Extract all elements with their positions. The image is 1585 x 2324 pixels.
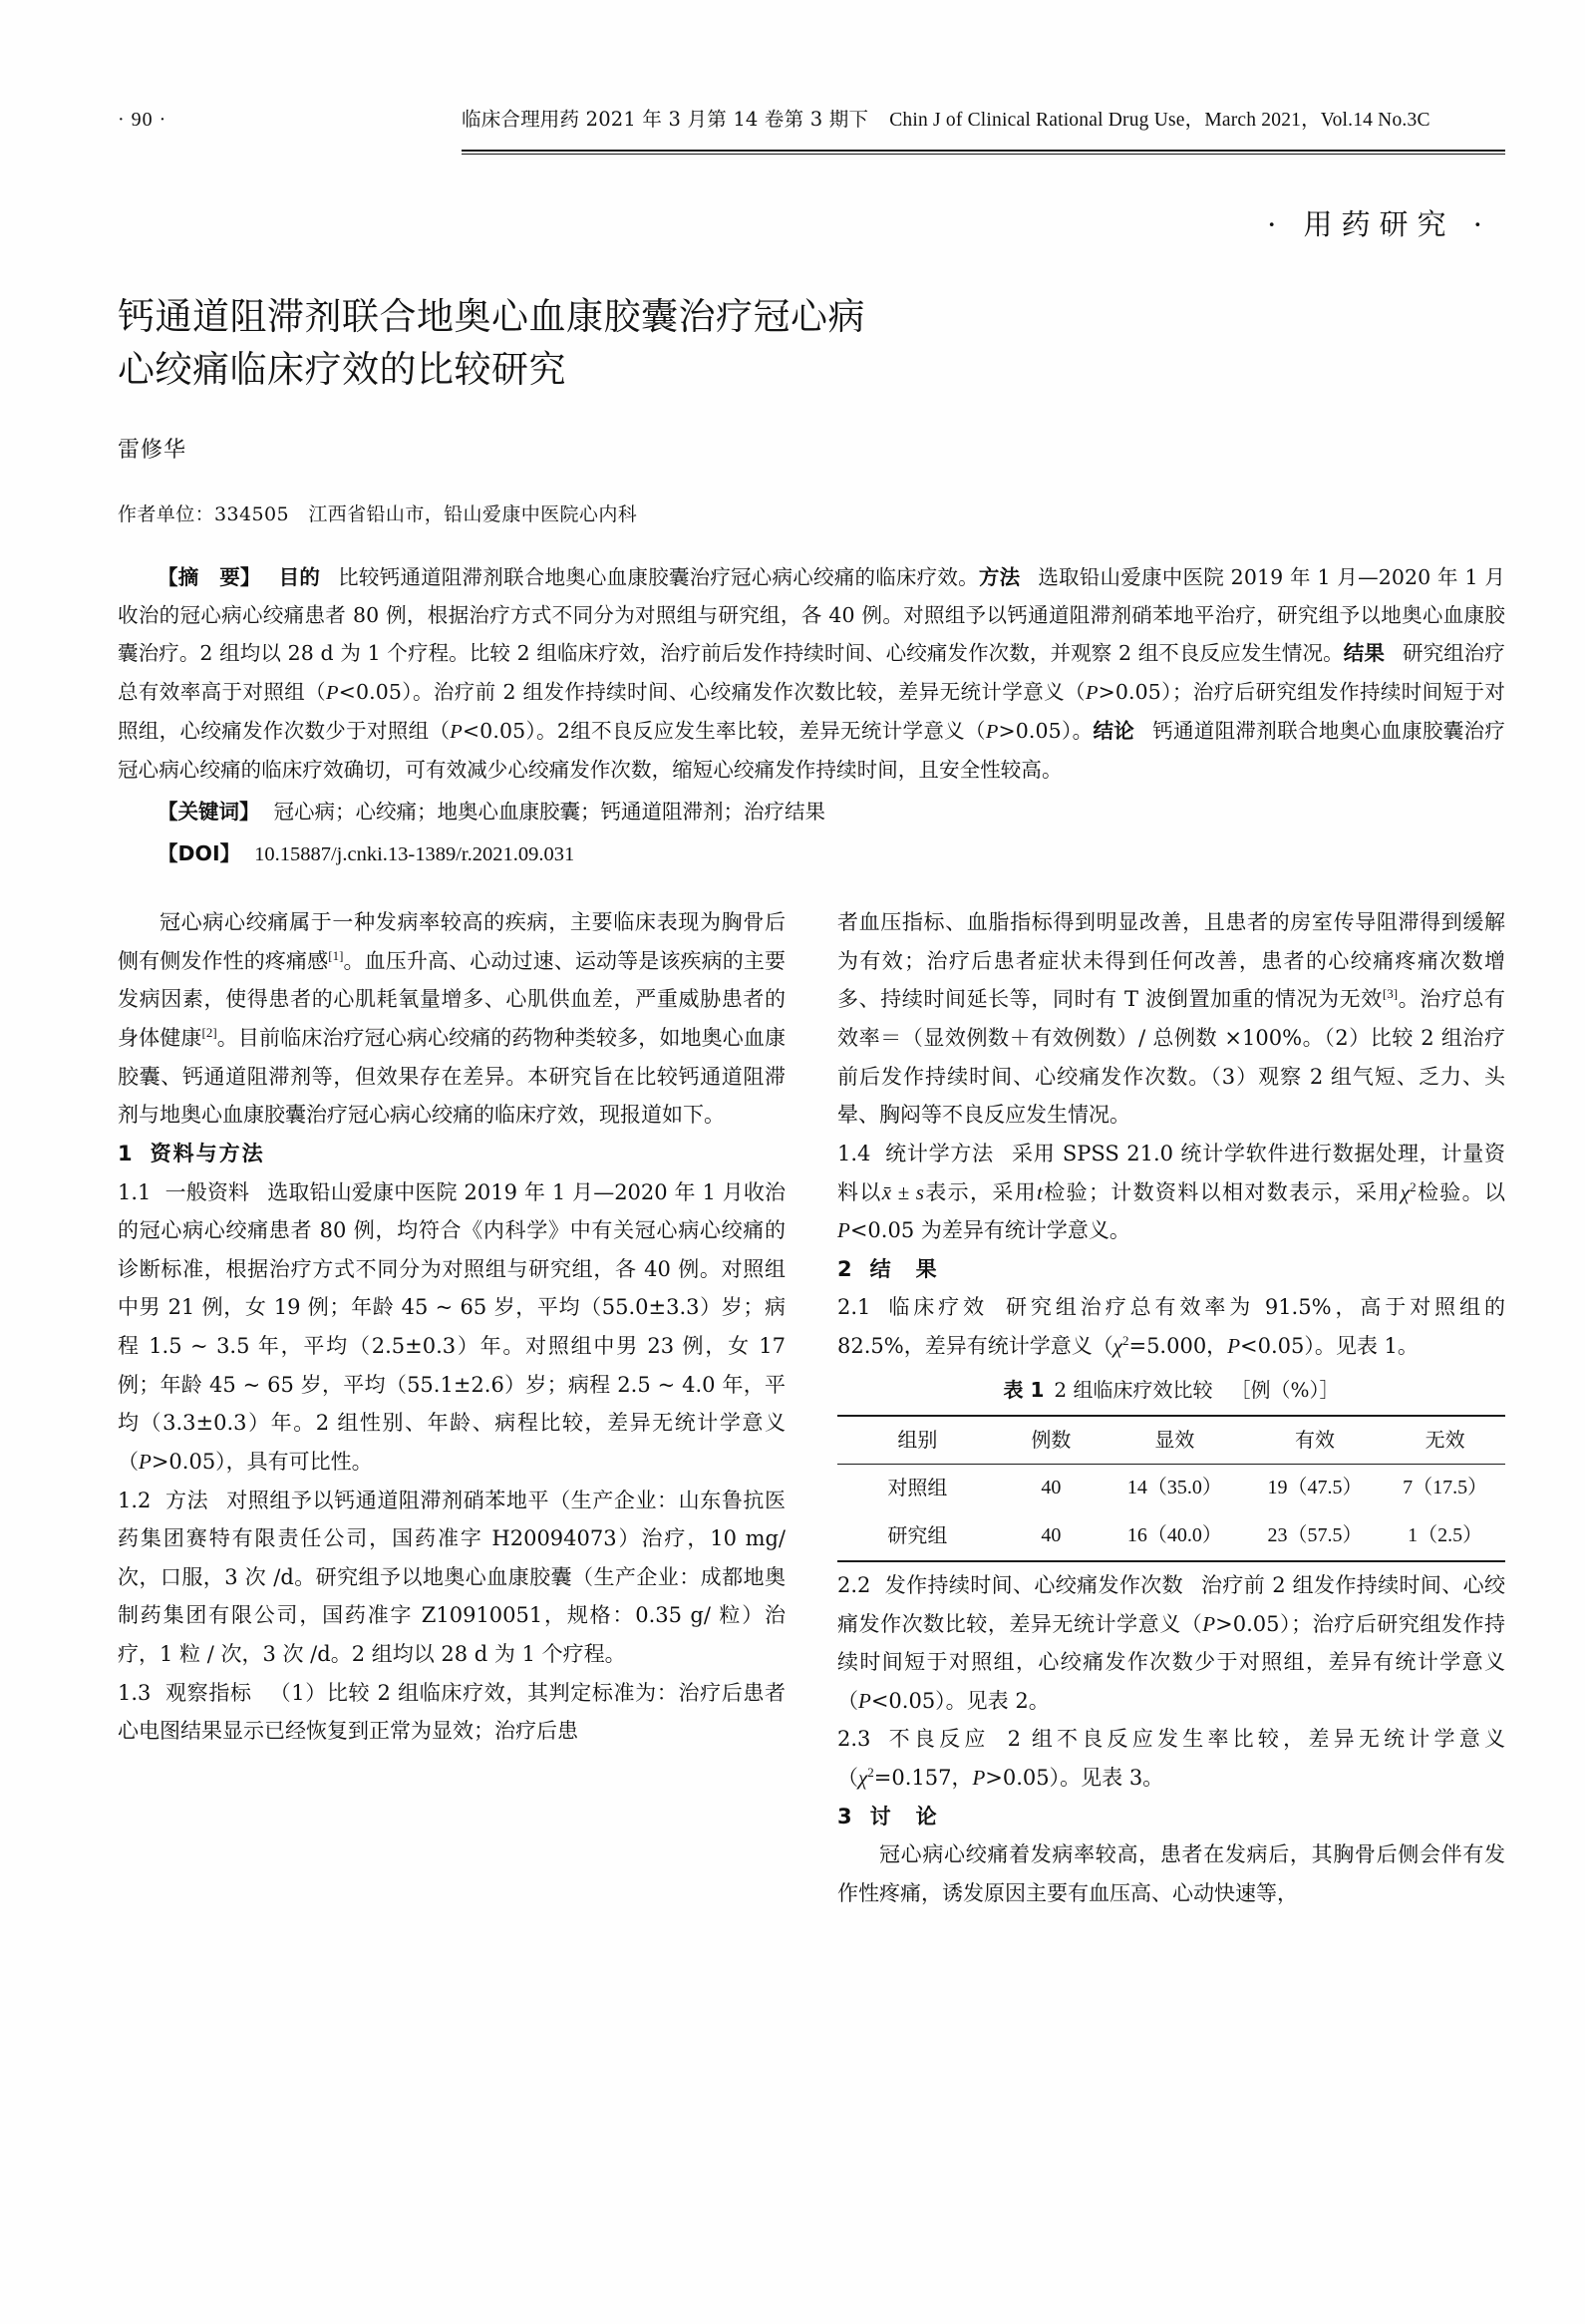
page-folio: · 90 · [118, 109, 167, 131]
subsection-number: 1.4 [837, 1141, 871, 1165]
journal-title-en: Chin J of Clinical Rational Drug Use，March 2021，Vol.14 No.3C [889, 110, 1430, 131]
subsection-text-b: >0.05），具有可比性。 [151, 1449, 373, 1474]
observation-continued [837, 903, 1505, 1135]
statistics-text-c: 检验；计数资料以相对数表示，采用 [1042, 1179, 1401, 1204]
abstract-results-text-d: <0.05）。2组不良反应发生率比较，差异无统计学意义（ [462, 718, 986, 743]
table-unit: ［例（%）］ [1230, 1377, 1340, 1402]
subsection-title: 观察指标 [164, 1680, 252, 1705]
efficacy-text-a: 研究组治疗总有效率为 91.5%，高于对照组的 82.5%，差异有统计学意义（ [837, 1295, 1505, 1359]
subsection-title: 一般资料 [164, 1179, 250, 1204]
abstract-results-text-c: >0.05）；治疗后研究组发作持续时间短于对照组，心绞痛发作次数少于对照组（ [118, 679, 1505, 743]
running-head [118, 104, 1505, 150]
cell-group: 研究组 [887, 1523, 948, 1548]
adverse-text-a: 2 组不良反应发生率比较，差异无统计学意义（ [837, 1727, 1505, 1791]
subsection-number: 2.1 [837, 1295, 871, 1320]
abstract-methods-text: 选取铅山爱康中医院 2019 年 1 月—2020 年 1 月收治的冠心病心绞痛患者 80 例，根据治疗方式不同分为对照组与研究组，各 40 例。对照组予以钙通道阻滞剂硝苯地平治疗，研究组予以地奥心血康胶囊治疗。2 组均以 28 d 为 1 个疗程。比较 2 组临床疗效，治疗前后发作持续时间、心绞痛发作次数，并观察 2 组不良反应发生情况。 [118, 565, 1505, 666]
keywords-label: 【关键词】 [158, 799, 260, 824]
subsection-2-3 [837, 1720, 1505, 1797]
p-value-symbol: P [326, 681, 339, 704]
p-value-symbol: P [450, 720, 463, 743]
p-value-symbol: P [1227, 1334, 1241, 1359]
statistics-text-d: 检验。以 [1416, 1179, 1506, 1204]
abstract-results-text-b: <0.05）。治疗前 2 组发作持续时间、心绞痛发作次数比较，差异无统计学意义（ [338, 679, 1086, 704]
p-value-symbol: P [1085, 681, 1099, 704]
body-columns [118, 903, 1505, 1912]
subsection-2-1 [837, 1288, 1505, 1365]
discussion-paragraph: 冠心病心绞痛着发病率较高，患者在发病后，其胸骨后侧会伴有发作性疼痛，诱发原因主要有血压高、心动快速等， [837, 1842, 1505, 1905]
section-title: 结 果 [869, 1256, 939, 1281]
chi-square-exponent: 2 [867, 1765, 874, 1781]
subsection-1-2 [118, 1482, 786, 1674]
abstract-paragraph [118, 558, 1505, 789]
statistics-text-e: <0.05 为差异有统计学意义。 [849, 1218, 1130, 1243]
reference-marker: [2] [201, 1025, 217, 1041]
article-title-line2: 心绞痛临床疗效的比较研究 [118, 348, 566, 392]
table-header-row [837, 1416, 1505, 1465]
cell-marked: 14（35.0） [1126, 1477, 1222, 1499]
journal-title-cn: 临床合理用药 2021 年 3 月第 14 卷第 3 期下 [462, 108, 869, 131]
cell-effective: 23（57.5） [1267, 1524, 1363, 1547]
article-title-line1: 钙通道阻滞剂联合地奥心血康胶囊治疗冠心病 [118, 295, 865, 339]
subsection-title: 不良反应 [884, 1727, 990, 1752]
p-value-symbol: P [972, 1766, 986, 1791]
abstract-methods-label: 方法 [978, 565, 1021, 590]
section-number: 2 [837, 1256, 854, 1281]
author-name: 雷修华 [118, 438, 187, 464]
abstract-objective-label: 目的 [278, 565, 321, 590]
intro-text-b: 。血压升高、心动过速、运动等是该疾病的主要发病因素，使得患者的心肌耗氧量增多、心肌供血差，严重威胁患者的身体健康 [118, 948, 786, 1051]
header-rule [462, 150, 1505, 155]
p-value-symbol: P [858, 1688, 871, 1713]
table-1-head [837, 1416, 1505, 1465]
observation-text-b: 。治疗总有效率＝（显效例数＋有效例数）/ 总例数 ×100%。（2）比较 2 组治疗前后发作持续时间、心绞痛发作次数。（3）观察 2 组气短、乏力、头晕、胸闷等不良反应发生情况。 [837, 987, 1506, 1128]
cell-group: 对照组 [887, 1476, 948, 1500]
right-column [837, 903, 1505, 1912]
table-row [837, 1512, 1505, 1561]
author-affiliation: 作者单位：334505 江西省铅山市，铅山爱康中医院心内科 [118, 503, 638, 526]
cell-ineffective: 1（2.5） [1408, 1524, 1483, 1547]
section-heading-1 [118, 1135, 786, 1173]
section-title: 资料与方法 [150, 1141, 265, 1165]
abstract-results-text-e: >0.05）。 [998, 718, 1094, 743]
section-heading-3 [837, 1798, 1505, 1836]
subsection-title: 统计学方法 [884, 1141, 994, 1165]
abstract-results-text-a: 研究组治疗总有效率高于对照组（ [118, 641, 1506, 704]
column-header-marked: 显效 [1154, 1427, 1195, 1452]
subsection-title: 方法 [164, 1488, 209, 1512]
statistics-text-b: 表示，采用 [923, 1179, 1038, 1204]
keywords-value: 冠心病；心绞痛；地奥心血康胶囊；钙通道阻滞剂；治疗结果 [273, 799, 825, 824]
abstract-objective-text: 比较钙通道阻滞剂联合地奥心血康胶囊治疗冠心病心绞痛的临床疗效。 [338, 565, 979, 590]
page-title [118, 291, 1505, 397]
p-value-symbol: P [985, 720, 999, 743]
subsection-title: 发作持续时间、心绞痛发作次数 [884, 1572, 1184, 1597]
cell-marked: 16（40.0） [1126, 1524, 1222, 1547]
chi-square-symbol: χ [858, 1766, 868, 1791]
section-title: 讨 论 [869, 1804, 939, 1828]
subsection-text: 选取铅山爱康中医院 2019 年 1 月—2020 年 1 月收治的冠心病心绞痛患者 80 例，均符合《内科学》中有关冠心病心绞痛的诊断标准，根据治疗方式不同分为对照组与研究组，各 40 例。对照组中男 21 例，女 19 例；年龄 45 ~ 65 岁，平均（55.0±3.3）岁；病程 1.5 ~ 3.5 年，平均（2.5±0.3）年。对照组中男 23 例，女 17 例；年龄 45 ~ 65 岁，平均（55.1±2.6）岁；病程 2.5 ~ 4.0 年，平均（3.3±0.3）年。2 组性别、年龄、病程比较，差异无统计学意义（ [118, 1179, 787, 1474]
section-number: 3 [837, 1804, 854, 1828]
p-value-symbol: P [139, 1449, 152, 1474]
subsection-number: 1.1 [118, 1179, 152, 1204]
subsection-1-3 [118, 1674, 786, 1751]
section-category: · 用药研究 · [1267, 207, 1491, 242]
cell-ineffective: 7（17.5） [1403, 1477, 1488, 1499]
adverse-text-c: >0.05）。见表 3。 [985, 1766, 1164, 1791]
duration-text-a: 治疗前 2 组发作持续时间、心绞痛发作次数比较，差异无统计学意义（ [837, 1572, 1505, 1636]
mean-sd-symbol: x̄ ± s [881, 1179, 924, 1204]
abstract-block [118, 558, 1505, 789]
p-value-symbol: P [1202, 1611, 1216, 1636]
table-1-caption [837, 1372, 1505, 1409]
table-1-wrapper [837, 1372, 1505, 1562]
statistics-text-a: 采用 SPSS 21.0 统计学软件进行数据处理，计量资料以 [837, 1141, 1506, 1204]
page-content [118, 104, 1505, 1913]
p-value-symbol: P [837, 1218, 850, 1243]
chi-square-exponent: 2 [1121, 1333, 1129, 1349]
efficacy-text-c: <0.05）。见表 1。 [1240, 1334, 1419, 1359]
duration-text-c: <0.05）。见表 2。 [870, 1688, 1050, 1713]
doi-value: 10.15887/j.cnki.13-1389/r.2021.09.031 [254, 843, 575, 866]
table-number: 表 1 [1003, 1377, 1045, 1402]
keywords-line [118, 793, 1505, 830]
observation-text-a: 者血压指标、血脂指标得到明显改善，且患者的房室传导阻滞得到缓解为有效；治疗后患者症状未得到任何改善，患者的心绞痛疼痛次数增多、持续时间延长等，同时有 T 波倒置加重的情况为无效 [837, 910, 1505, 1012]
table-caption-text: 2 组临床疗效比较 [1054, 1377, 1213, 1402]
doi-line [118, 834, 1505, 873]
column-header-effective: 有效 [1295, 1427, 1336, 1452]
abstract-results-label: 结果 [1343, 641, 1385, 666]
duration-text-b: >0.05）；治疗后研究组发作持续时间短于对照组，心绞痛发作次数少于对照组，差异有统计学意义（ [837, 1611, 1505, 1713]
doi-label: 【DOI】 [158, 841, 241, 866]
cell-n: 40 [1041, 1524, 1062, 1547]
header-rule-thick [462, 150, 1505, 152]
subsection-1-4 [837, 1135, 1505, 1250]
reference-marker: [3] [1382, 986, 1399, 1002]
section-heading-2 [837, 1250, 1505, 1289]
chi-square-symbol: χ [1400, 1179, 1411, 1204]
subsection-number: 1.2 [118, 1488, 152, 1512]
subsection-2-2 [837, 1566, 1505, 1721]
column-header-group: 组别 [897, 1427, 938, 1452]
column-header-ineffective: 无效 [1425, 1427, 1465, 1452]
adverse-text-b: =0.157， [873, 1766, 973, 1791]
cell-n: 40 [1041, 1477, 1062, 1499]
subsection-number: 1.3 [118, 1680, 152, 1705]
journal-line [462, 104, 1505, 132]
intro-text-a: 冠心病心绞痛属于一种发病率较高的疾病，主要临床表现为胸骨后侧有侧发作性的疼痛感 [118, 910, 786, 973]
subsection-number: 2.3 [837, 1727, 871, 1752]
column-header-n: 例数 [1031, 1427, 1072, 1452]
intro-text-c: 。目前临床治疗冠心病心绞痛的药物种类较多，如地奥心血康胶囊、钙通道阻滞剂等，但效果存在差异。本研究旨在比较钙通道阻滞剂与地奥心血康胶囊治疗冠心病心绞痛的临床疗效，现报道如下。 [118, 1026, 787, 1128]
left-column [118, 903, 786, 1912]
subsection-number: 2.2 [837, 1572, 871, 1597]
abstract-conclusion-text: 钙通道阻滞剂联合地奥心血康胶囊治疗冠心病心绞痛的临床疗效确切，可有效减少心绞痛发作次数，缩短心绞痛发作持续时间，且安全性较高。 [118, 718, 1505, 782]
table-1 [837, 1415, 1505, 1562]
abstract-label: 【摘 要】 [158, 565, 261, 590]
t-test-symbol: t [1037, 1179, 1043, 1204]
subsection-text: 对照组予以钙通道阻滞剂硝苯地平（生产企业：山东鲁抗医药集团赛特有限责任公司，国药准字 H20094073）治疗，10 mg/ 次，口服，3 次 /d。研究组予以地奥心血康胶囊（生产企业：成都地奥制药集团有限公司，国药准字 Z10910051，规格：0.35 g/ 粒）治疗，1 粒 / 次，3 次 /d。2 组均以 28 d 为 1 个疗程。 [118, 1488, 787, 1667]
subsection-title: 临床疗效 [884, 1295, 989, 1320]
subsection-text: （1）比较 2 组临床疗效，其判定标准为：治疗后患者心电图结果显示已经恢复到正常为显效；治疗后患 [118, 1680, 787, 1744]
header-rule-thin [462, 154, 1505, 155]
chi-square-symbol: χ [1112, 1334, 1122, 1359]
chi-square-exponent: 2 [1410, 1178, 1417, 1194]
abstract-conclusion-label: 结论 [1093, 718, 1135, 743]
table-row [837, 1465, 1505, 1512]
reference-marker: [1] [328, 947, 344, 963]
efficacy-text-b: =5.000， [1128, 1334, 1228, 1359]
section-number: 1 [118, 1141, 135, 1165]
table-1-body [837, 1465, 1505, 1561]
cell-effective: 19（47.5） [1267, 1477, 1363, 1499]
subsection-1-1 [118, 1173, 786, 1482]
intro-paragraph [118, 903, 786, 1135]
